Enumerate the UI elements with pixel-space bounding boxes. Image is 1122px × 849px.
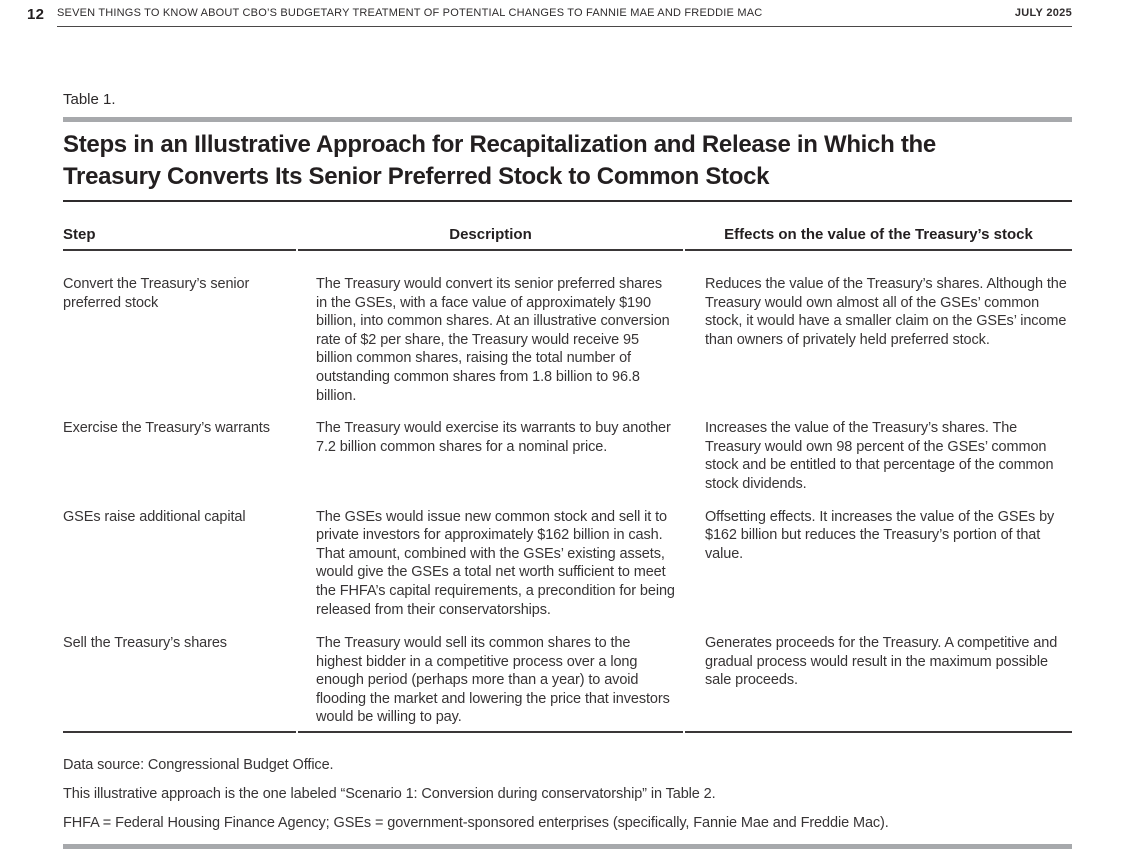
data-table xyxy=(63,202,1072,733)
table-top-accent-bar xyxy=(63,117,1072,122)
table-row-2-effects: Increases the value of the Treasury’s shares. The Treasury would own 98 percent of the GSEs’ common stock and be entitled to that percentage of the common stock dividends. xyxy=(705,420,1054,492)
header-rule xyxy=(57,7,1072,27)
table-row-4-step: Sell the Treasury’s shares xyxy=(63,619,296,733)
table-notes xyxy=(63,757,1072,831)
table-row-4-description: The Treasury would sell its common shares to the highest bidder in a competitive process over a long enough period (perhaps more than a year) to avoid flooding the market and lowering the price that investors would be willing to pay. xyxy=(298,619,683,733)
page-bottom-accent-bar xyxy=(63,844,1072,849)
table-row-1-effects: Reduces the value of the Treasury’s shares. Although the Treasury would own almost all of the GSEs’ common stock, it would have a smaller claim on the GSEs’ income than owners of privately held preferred stock. xyxy=(705,276,1067,348)
note-abbreviations: FHFA = Federal Housing Finance Agency; GSEs = government-sponsored enterprises (specifically, Fannie Mae and Freddie Mac). xyxy=(63,815,889,832)
table-row-3-description: The GSEs would issue new common stock and sell it to private investors for approximately $162 billion in cash. That amount, combined with the GSEs’ existing assets, would give the GSEs a total net worth sufficient to meet the FHFA’s capital requirements, a precondition for being released from their conservatorships. xyxy=(316,508,675,618)
page-header xyxy=(0,0,1122,27)
table-row-4-effects: Generates proceeds for the Treasury. A competitive and gradual process would result in the maximum possible sale proceeds. xyxy=(685,619,1072,733)
column-header-effects: Effects on the value of the Treasury’s stock xyxy=(685,202,1072,251)
page-number: 12 xyxy=(27,6,45,23)
table-row-3-step: GSEs raise additional capital xyxy=(63,508,246,525)
note-scenario-reference: This illustrative approach is the one labeled “Scenario 1: Conversion during conservatorship” in Table 2. xyxy=(63,786,716,803)
table-figure xyxy=(63,91,1072,849)
publication-date: JULY 2025 xyxy=(1014,7,1072,19)
running-head: SEVEN THINGS TO KNOW ABOUT CBO’S BUDGETARY TREATMENT OF POTENTIAL CHANGES TO FANNIE MAE AND FREDDIE MAC xyxy=(57,7,763,19)
column-header-step: Step xyxy=(63,202,296,251)
note-data-source: Data source: Congressional Budget Office. xyxy=(63,757,334,774)
table-row-2-step: Exercise the Treasury’s warrants xyxy=(63,420,270,437)
table-row-3-effects: Offsetting effects. It increases the value of the GSEs by $162 billion but reduces the Treasury’s portion of that value. xyxy=(705,508,1055,562)
table-row-1-step: Convert the Treasury’s senior preferred stock xyxy=(63,276,250,311)
column-header-description: Description xyxy=(298,202,683,251)
table-label: Table 1. xyxy=(63,91,116,108)
table-row-2-description: The Treasury would exercise its warrants to buy another 7.2 billion common shares for a nominal price. xyxy=(316,420,671,455)
table-row-1-description: The Treasury would convert its senior preferred shares in the GSEs, with a face value of approximately $190 billion, into common shares. At an illustrative conversion rate of $2 per share, the Treasury would receive 95 billion common shares, raising the total number of outstanding common shares from 1.8 billion to 96.8 billion. xyxy=(316,276,670,404)
table-title: Steps in an Illustrative Approach for Recapitalization and Release in Which the Treasury Converts Its Senior Preferred Stock to Common Stock xyxy=(63,131,936,190)
